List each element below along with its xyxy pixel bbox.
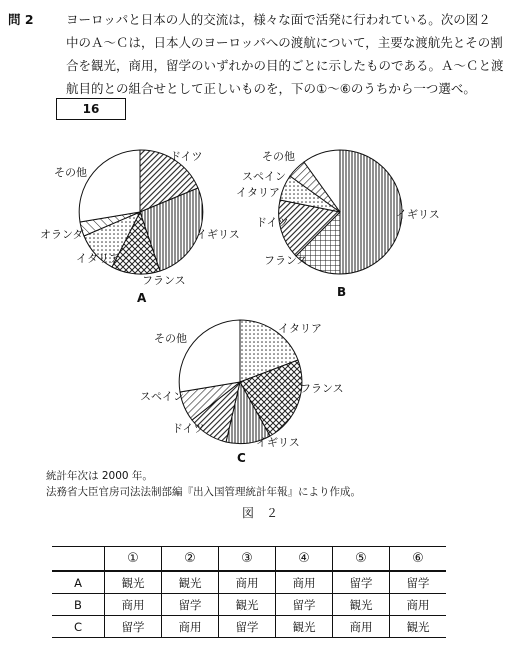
answer-box: 16 — [56, 98, 126, 120]
pie-a-label-netherlands: オランダ — [40, 228, 84, 241]
table-cell: 留学 — [390, 571, 447, 594]
table-cell: 観光 — [105, 571, 162, 594]
pie-b-label-spain: スペイン — [242, 170, 286, 183]
choice-1: ① — [105, 547, 162, 572]
table-cell: 商用 — [333, 616, 390, 638]
pie-b-label-uk: イギリス — [396, 208, 440, 221]
pie-c-label-germany: ドイツ — [172, 422, 205, 435]
table-row — [52, 594, 446, 616]
pie-c-label-uk: イギリス — [256, 436, 300, 449]
table-cell: 観光 — [219, 594, 276, 616]
table-cell: 観光 — [276, 616, 333, 638]
note-source: 法務省大臣官房司法法制部編『出入国管理統計年報』により作成。 — [46, 486, 361, 498]
pie-b-slice-uk — [340, 150, 402, 274]
choice-2: ② — [162, 547, 219, 572]
table-cell: 留学 — [105, 616, 162, 638]
row-label: C — [52, 616, 105, 638]
table-cell: 観光 — [162, 571, 219, 594]
pie-a-label-italy: イタリア — [76, 252, 120, 265]
pie-b-label-others: その他 — [262, 150, 295, 163]
table-cell: 留学 — [276, 594, 333, 616]
pie-c-slice-others — [179, 320, 240, 392]
table-cell: 商用 — [162, 616, 219, 638]
table-cell: 留学 — [219, 616, 276, 638]
table-cell: 商用 — [390, 594, 447, 616]
pie-a — [40, 150, 240, 305]
pie-a-label-others: その他 — [54, 166, 87, 179]
table-header-row — [52, 547, 446, 572]
table-cell: 留学 — [333, 571, 390, 594]
table-row — [52, 571, 446, 594]
pie-c-label-italy: イタリア — [278, 322, 322, 335]
table-cell: 留学 — [162, 594, 219, 616]
pie-a-label-france: フランス — [142, 274, 186, 287]
pie-c-label-spain: スペイン — [140, 390, 184, 403]
pie-b — [236, 149, 440, 299]
figure-caption: 図 ２ — [241, 506, 278, 520]
question-line-4: 航目的との組合せとして正しいものを，下の①～⑥のうちから一つ選べ。 — [66, 81, 476, 96]
pie-a-label-uk: イギリス — [196, 228, 240, 241]
pie-c-label-others: その他 — [154, 332, 187, 345]
table-cell: 商用 — [105, 594, 162, 616]
choice-6: ⑥ — [390, 547, 447, 572]
row-label: B — [52, 594, 105, 616]
pie-c-caption: C — [237, 451, 246, 465]
pie-c — [140, 320, 344, 465]
choice-3: ③ — [219, 547, 276, 572]
table-cell: 観光 — [390, 616, 447, 638]
question-line-1: ヨーロッパと日本の人的交流は，様々な面で活発に行われている。次の図２ — [66, 12, 491, 27]
question-line-2: 中のＡ～Ｃは，日本人のヨーロッパへの渡航について，主要な渡航先とその割 — [66, 35, 503, 50]
pie-b-caption: B — [337, 285, 347, 299]
choice-4: ④ — [276, 547, 333, 572]
pie-b-label-italy: イタリア — [236, 186, 280, 199]
table-row — [52, 616, 446, 638]
table-cell: 観光 — [333, 594, 390, 616]
table-cell: 商用 — [276, 571, 333, 594]
pie-a-caption: A — [137, 291, 147, 305]
row-label: A — [52, 571, 105, 594]
pie-a-label-germany: ドイツ — [170, 150, 203, 163]
pie-a-slice-others — [79, 150, 140, 222]
note-year: 統計年次は 2000 年。 — [46, 470, 153, 482]
table-cell: 商用 — [219, 571, 276, 594]
pie-c-label-france: フランス — [300, 382, 344, 395]
pie-b-label-france: フランス — [264, 254, 308, 267]
question-number: 問 2 — [8, 12, 34, 27]
choice-5: ⑤ — [333, 547, 390, 572]
pie-b-label-germany: ドイツ — [256, 216, 289, 229]
question-line-3: 合を観光，商用，留学のいずれかの目的ごとに示したものである。Ａ～Ｃと渡 — [66, 58, 504, 73]
answer-table — [52, 546, 446, 638]
